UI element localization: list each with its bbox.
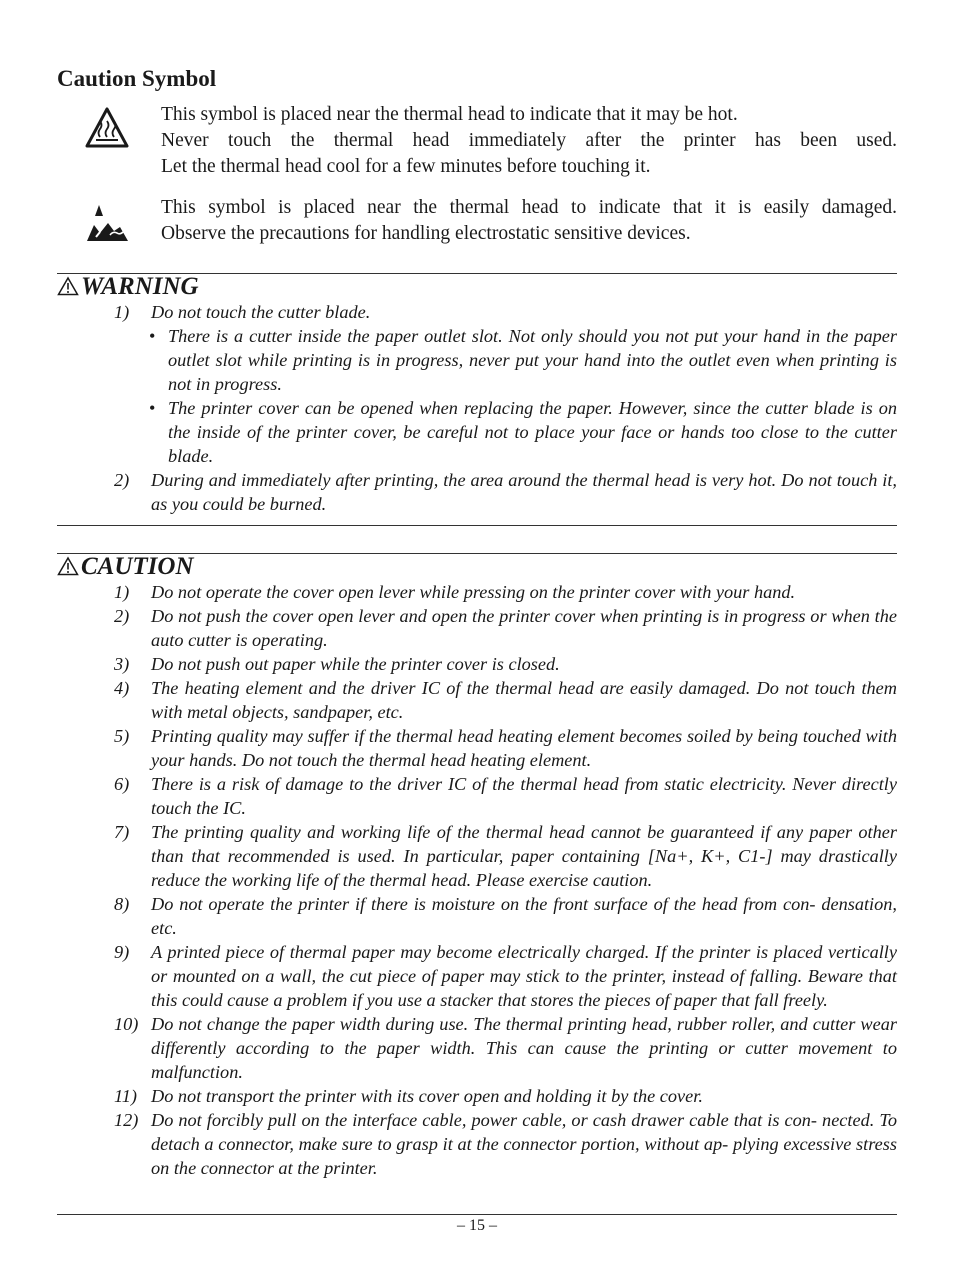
caution-list <box>57 580 897 1180</box>
item-text: During and immediately after printing, the area around the thermal head is very hot. Do not touch it, as you could be burned. <box>151 470 897 514</box>
item-text: Do not touch the cutter blade. <box>151 302 371 322</box>
section-heading: Caution Symbol <box>57 66 217 91</box>
item-text: Printing quality may suffer if the thermal head heating element becomes soiled by being touched with your hands. Do not touch the thermal head heating element. <box>151 726 897 770</box>
list-item <box>57 604 897 652</box>
list-item <box>57 940 897 1012</box>
item-number: 6) <box>114 774 130 794</box>
bullet-item <box>57 324 897 396</box>
caution-title-text: CAUTION <box>81 553 194 580</box>
divider <box>57 1214 897 1215</box>
bullet-icon: • <box>149 398 156 418</box>
item-number: 11) <box>114 1086 138 1106</box>
item-text: Do not change the paper width during use. The thermal printing head, rubber roller, and cutter wear differently according to the paper width. This can cause the printing or cutter movement to malfunction. <box>151 1014 897 1082</box>
bullet-icon: • <box>149 326 156 346</box>
text-line: This symbol is placed near the thermal head to indicate that it is easily damaged. <box>161 197 897 218</box>
caution-title <box>57 552 194 582</box>
item-number: 8) <box>114 894 130 914</box>
warning-title <box>57 272 199 302</box>
item-text: The heating element and the driver IC of the thermal head are easily damaged. Do not touch them with metal objects, sandpaper, etc. <box>151 678 897 722</box>
item-number: 2) <box>114 606 130 626</box>
list-item <box>57 1084 897 1108</box>
list-item <box>57 892 897 940</box>
list-item <box>57 772 897 820</box>
list-item <box>57 580 897 604</box>
electrostatic-sensitive-icon <box>84 201 130 245</box>
item-text: Do not push the cover open lever and open the printer cover when printing is in progress or when the auto cutter is operating. <box>151 606 897 650</box>
warning-list <box>57 300 897 516</box>
hot-symbol-description <box>161 102 897 180</box>
item-number: 4) <box>114 678 130 698</box>
item-text: Do not forcibly pull on the interface cable, power cable, or cash drawer cable that is con- nected. To detach a connector, make sure to grasp it at the connector portion, without ap- plying excessive stress on the connector at the printer. <box>151 1110 897 1178</box>
item-text: Do not operate the printer if there is moisture on the front surface of the head from con- densation, etc. <box>151 894 897 938</box>
list-item <box>57 468 897 516</box>
list-item <box>57 1108 897 1180</box>
warning-triangle-icon <box>57 276 79 296</box>
list-item <box>57 1012 897 1084</box>
item-text: Do not push out paper while the printer cover is closed. <box>151 654 560 674</box>
hot-surface-icon <box>84 106 130 150</box>
text-line: This symbol is placed near the thermal head to indicate that it may be hot. <box>161 104 738 125</box>
list-item <box>57 820 897 892</box>
item-number: 5) <box>114 726 130 746</box>
bullet-text: The printer cover can be opened when replacing the paper. However, since the cutter blade is on the inside of the printer cover, be careful not to place your face or hands too close to the cutter blade. <box>168 398 897 466</box>
text-line: Never touch the thermal head immediately after the printer has been used. <box>161 130 897 151</box>
warning-title-text: WARNING <box>81 273 199 300</box>
caution-triangle-icon <box>57 556 79 576</box>
item-number: 9) <box>114 942 130 962</box>
esd-symbol-description <box>161 195 897 247</box>
bullet-item <box>57 396 897 468</box>
item-number: 7) <box>114 822 130 842</box>
item-text: There is a risk of damage to the driver IC of the thermal head from static electricity. Never directly touch the IC. <box>151 774 897 818</box>
item-text: Do not transport the printer with its cover open and holding it by the cover. <box>151 1086 703 1106</box>
page-number: – 15 – <box>457 1217 497 1234</box>
divider <box>57 525 897 526</box>
list-item <box>57 676 897 724</box>
bullet-text: There is a cutter inside the paper outlet slot. Not only should you not put your hand in the paper outlet slot while printing is in progress, never put your hand into the outlet even when printing is not in progress. <box>168 326 897 394</box>
item-text: A printed piece of thermal paper may become electrically charged. If the printer is placed vertically or mounted on a wall, the cut piece of paper may stick to the printer, instead of falling. Beware that this could cause a problem if you use a stacker that stores the pieces of paper that fall freely. <box>151 942 897 1010</box>
item-number: 1) <box>114 302 130 322</box>
item-number: 2) <box>114 470 130 490</box>
item-text: Do not operate the cover open lever while pressing on the printer cover with your hand. <box>151 582 796 602</box>
text-line: Observe the precautions for handling electrostatic sensitive devices. <box>161 223 691 244</box>
text-line: Let the thermal head cool for a few minutes before touching it. <box>161 156 651 177</box>
item-number: 12) <box>114 1110 139 1130</box>
item-number: 1) <box>114 582 130 602</box>
item-text: The printing quality and working life of the thermal head cannot be guaranteed if any paper other than that recommended is used. In particular, paper containing [Na+, K+, C1-] may drastically reduce the working life of the thermal head. Please exercise caution. <box>151 822 897 890</box>
item-number: 3) <box>114 654 130 674</box>
list-item <box>57 300 897 324</box>
item-number: 10) <box>114 1014 139 1034</box>
list-item <box>57 724 897 772</box>
list-item <box>57 652 897 676</box>
